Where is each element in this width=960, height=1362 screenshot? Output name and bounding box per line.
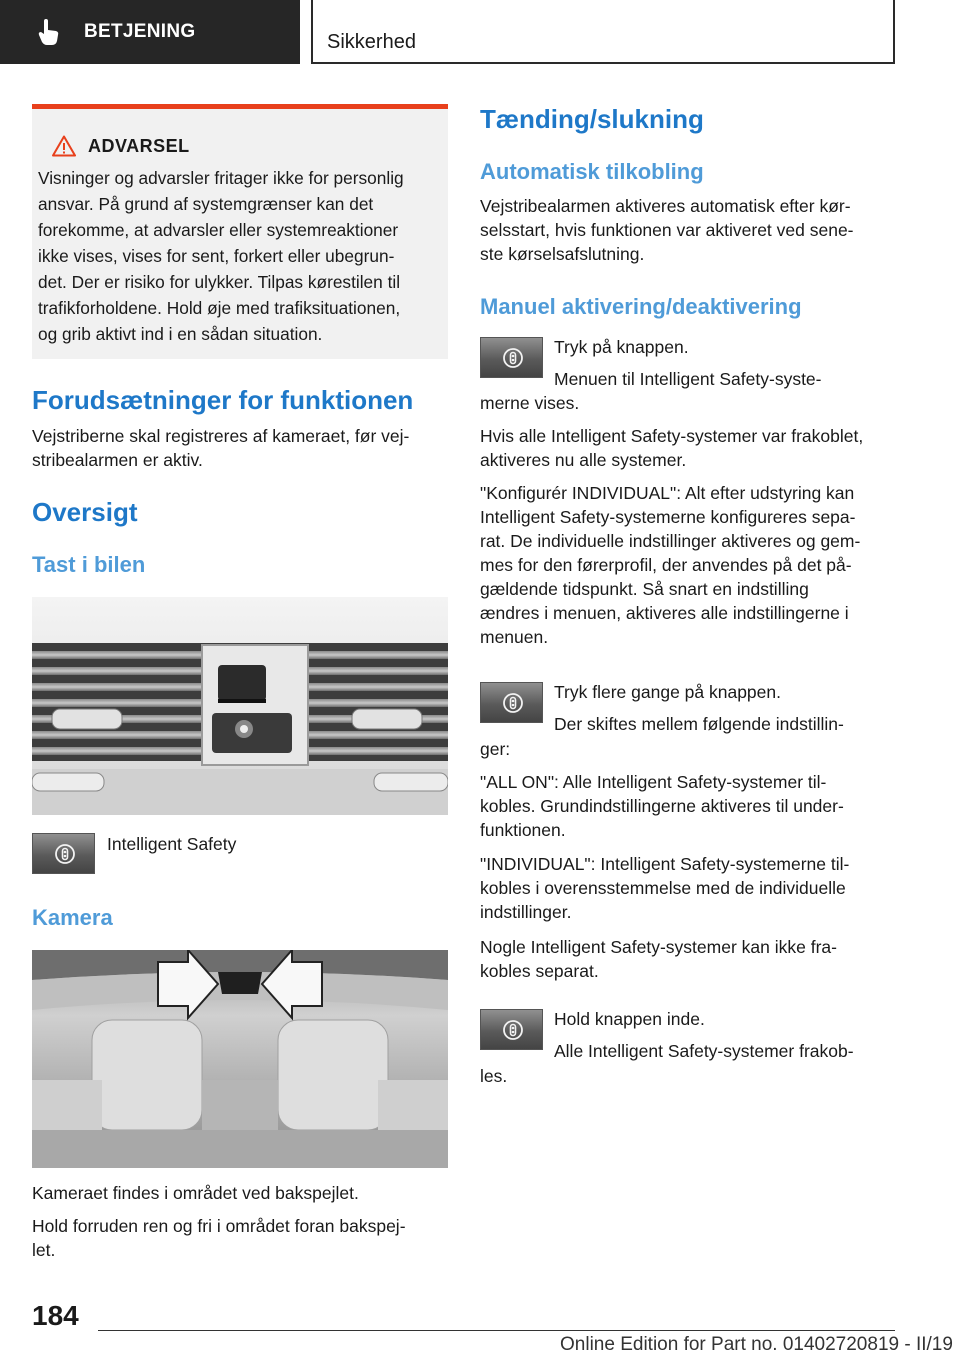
heading-manual: Manuel aktivering/deaktivering [480,294,802,319]
intelligent-safety-button-icon [32,833,95,874]
warning-triangle-icon [52,135,76,157]
hold-button-text: Hold knappen inde. [554,1009,705,1029]
switch-settings-text-1: Der skiftes mellem følgende indstillin- [554,714,844,734]
menu-shown-text-1: Menuen til Intelligent Safety-syste- [554,369,822,389]
intelligent-safety-button-icon [480,1009,543,1050]
press-repeatedly-text: Tryk flere gange på knappen. [554,682,781,702]
all-off-text: Hvis alle Intelligent Safety-systemer var frakoblet, aktiveres nu alle systemer. [480,426,864,470]
heading-camera: Kamera [32,905,113,930]
warning-heading [52,135,190,157]
section-label: Sikkerhed [327,31,416,53]
prerequisites-text: Vejstriberne skal registreres af kameraet, før vej- stribealarmen er aktiv. [32,426,410,470]
heading-prerequisites: Forudsætninger for funktionen [32,385,414,415]
menu-shown-text-2: merne vises. [480,393,580,413]
button-label: Intelligent Safety [107,834,237,854]
heading-button-in-car: Tast i bilen [32,552,146,577]
heading-on-off: Tænding/slukning [480,104,704,134]
not-separately-text: Nogle Intelligent Safety-systemer kan ikke fra- kobles separat. [480,937,837,981]
camera-location-photo [32,950,448,1168]
press-button-text: Tryk på knappen. [554,337,689,357]
intelligent-safety-button-icon [480,337,543,378]
configure-individual-text: "Konfigurér INDIVIDUAL": Alt efter udstyring kan Intelligent Safety-systemerne konfigureres sepa- rat. De individuelle indstillinger aktiveres og gem- mes for den førerprofil, der anvendes på det på- gældende tidspunkt. Så snart en indstilling ændres i menuen, aktiveres alle indstillingerne i menuen. [480,483,861,647]
heading-automatic: Automatisk tilkobling [480,159,704,184]
edition-text: Online Edition for Part no. 01402720819 - II/19 [560,1334,953,1355]
footer-rule [98,1330,895,1331]
vent-button-photo [32,597,448,815]
camera-clean-text: Hold forruden ren og fri i området foran bakspej- let. [32,1216,406,1260]
camera-location-text: Kameraet findes i området ved bakspejlet. [32,1183,359,1203]
all-on-text: "ALL ON": Alle Intelligent Safety-systemer til- kobles. Grundindstillingerne aktiveres til under- funktionen. [480,772,844,840]
section-header [311,0,895,64]
warning-text: Visninger og advarsler fritager ikke for personlig ansvar. På grund af systemgrænser kan det forekomme, at advarsler eller systemreaktioner ikke vises, vises for sent, forkert eller ubegrun- det. Der er risiko for ulykker. Tilpas kørestilen til trafikforholdene. Hold øje med trafiksituationen, og grib aktivt ind i en sådan situation. [38,168,404,344]
warning-title: ADVARSEL [88,135,190,156]
warning-box [32,104,448,359]
automatic-text: Vejstribealarmen aktiveres automatisk efter kør- selsstart, hvis funktionen var aktiveret ved sene- ste kørselsafslutning. [480,196,854,264]
all-off-hold-text-1: Alle Intelligent Safety-systemer frakob- [554,1041,854,1061]
individual-text: "INDIVIDUAL": Intelligent Safety-systemerne til- kobles i overensstemmelse med de individuelle indstillinger. [480,854,850,922]
all-off-hold-text-2: les. [480,1066,508,1086]
heading-overview: Oversigt [32,497,138,527]
chapter-tab[interactable] [0,0,300,64]
page-number: 184 [32,1300,79,1331]
hand-pointer-icon [38,19,60,45]
switch-settings-text-2: ger: [480,739,511,759]
chapter-label: BETJENING [84,21,196,42]
intelligent-safety-button-icon [480,682,543,723]
